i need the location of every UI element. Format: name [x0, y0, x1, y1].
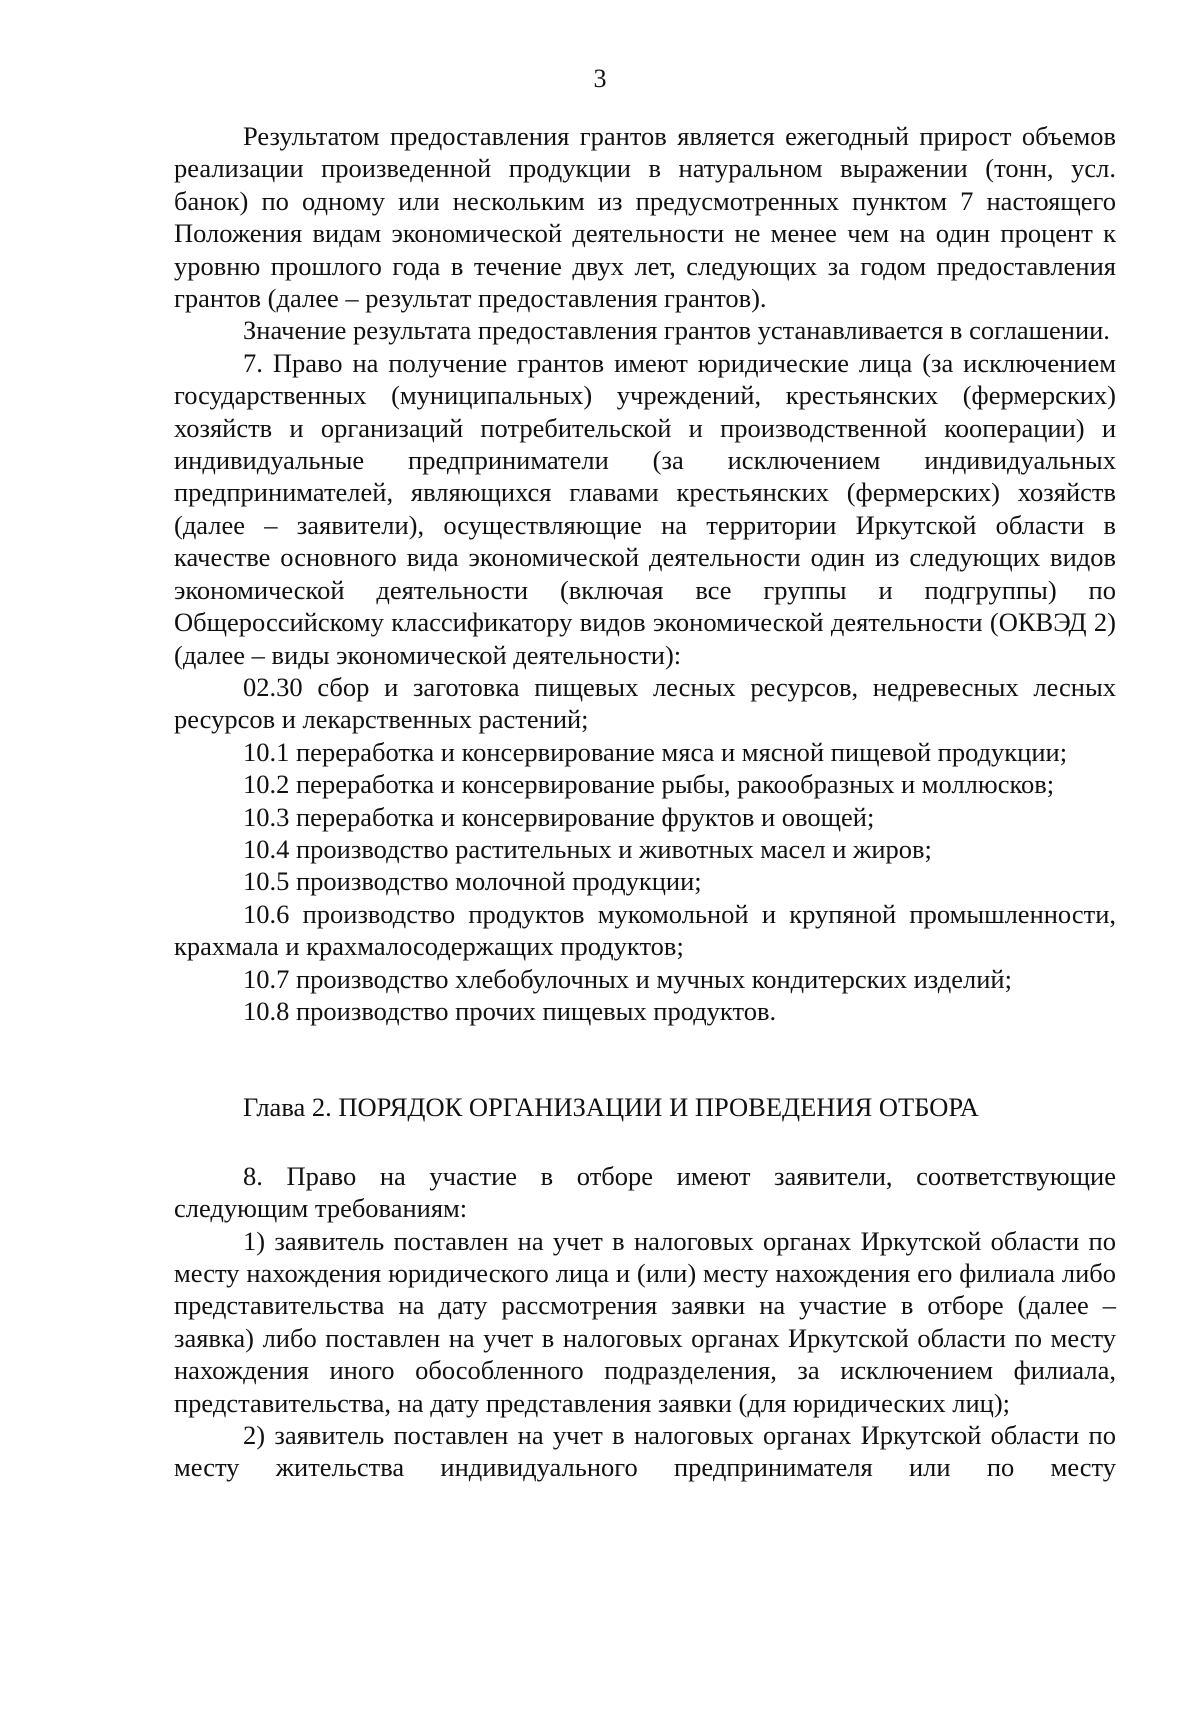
- requirement-1: 1) заявитель поставлен на учет в налоговых органах Иркутской области по месту нахождения юридического лица и (или) месту нахождения его филиала либо представительства на дату рассмотрения заявки на участие в отборе (далее – заявка) либо поставлен на учет в налоговых органах Иркутской области по месту нахождения иного обособленного подразделения, за исключением филиала, представительства, на дату представления заявки (для юридических лиц);: [174, 1225, 1116, 1418]
- paragraph-item-8: 8. Право на участие в отборе имеют заявители, соответствующие следующим требованиям:: [174, 1160, 1116, 1224]
- okved-item-10-3: 10.3 переработка и консервирование фруктов и овощей;: [243, 801, 875, 832]
- okved-item-10-5: 10.5 производство молочной продукции;: [243, 866, 702, 897]
- okved-item-02-30: 02.30 сбор и заготовка пищевых лесных ресурсов, недревесных лесных ресурсов и лекарственных растений;: [174, 671, 1116, 735]
- paragraph-result-value: Значение результата предоставления грантов устанавливается в соглашении.: [243, 315, 1110, 346]
- paragraph-item-7: 7. Право на получение грантов имеют юридические лица (за исключением государственных (муниципальных) учреждений, крестьянских (фермерских) хозяйств и организаций потребительской и производственной кооперации) и индивидуальные предприниматели (за исключением индивидуальных предпринимателей, являющихся главами крестьянских (фермерских) хозяйств (далее – заявители), осуществляющие на территории Иркутской области в качестве основного вида экономической деятельности один из следующих видов экономической деятельности (включая все группы и подгруппы) по Общероссийскому классификатору видов экономической деятельности (ОКВЭД 2) (далее – виды экономической деятельности):: [174, 347, 1116, 670]
- okved-item-10-2: 10.2 переработка и консервирование рыбы, ракообразных и моллюсков;: [243, 769, 1055, 800]
- okved-item-10-6: 10.6 производство продуктов мукомольной и крупяной промышленности, крахмала и крахмалосодержащих продуктов;: [174, 898, 1116, 962]
- requirement-2: 2) заявитель поставлен на учет в налоговых органах Иркутской области по месту жительства индивидуального предпринимателя или по месту: [174, 1420, 1116, 1483]
- okved-item-10-8: 10.8 производство прочих пищевых продуктов.: [243, 995, 777, 1026]
- page-number: 3: [593, 64, 607, 93]
- paragraph-grant-result: Результатом предоставления грантов является ежегодный прирост объемов реализации произведенной продукции в натуральном выражении (тонн, усл. банок) по одному или нескольким из предусмотренных пунктом 7 настоящего Положения видам экономической деятельности не менее чем на один процент к уровню прошлого года в течение двух лет, следующих за годом предоставления грантов (далее – результат предоставления грантов).: [174, 121, 1116, 314]
- okved-item-10-1: 10.1 переработка и консервирование мяса и мясной пищевой продукции;: [243, 736, 1068, 767]
- chapter-heading: Глава 2. ПОРЯДОК ОРГАНИЗАЦИИ И ПРОВЕДЕНИЯ ОТБОРА: [243, 1092, 979, 1123]
- okved-item-10-4: 10.4 производство растительных и животных масел и жиров;: [243, 833, 932, 864]
- okved-item-10-7: 10.7 производство хлебобулочных и мучных кондитерских изделий;: [243, 963, 1012, 994]
- document-body: [174, 120, 1116, 1484]
